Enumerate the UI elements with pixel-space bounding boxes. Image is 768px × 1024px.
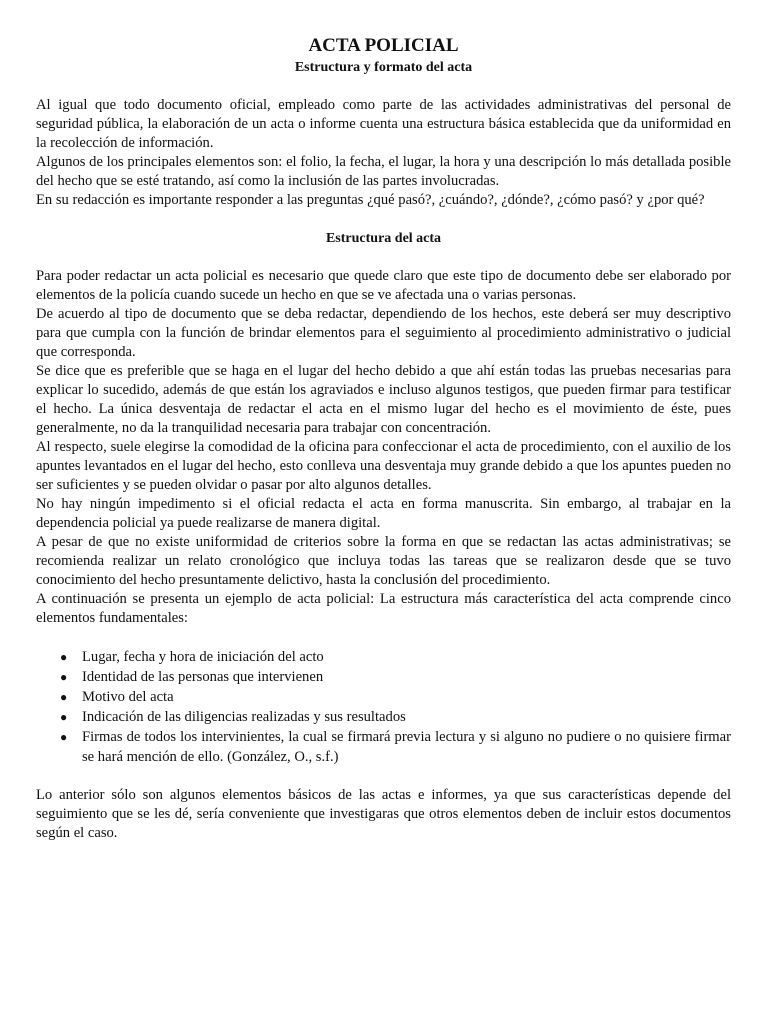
body-paragraph: A continuación se presenta un ejemplo de acta policial: La estructura más característica del acta comprende cinco elementos fundamentales: [36, 591, 731, 626]
body-paragraph: No hay ningún impedimento si el oficial redacta el acta en forma manuscrita. Sin embargo, al trabajar en la dependencia policial ya puede realizarse de manera digital. [36, 496, 731, 531]
section-heading: Estructura del acta [325, 231, 442, 246]
body-section [36, 267, 731, 628]
intro-section [36, 96, 731, 210]
intro-paragraph: Algunos de los principales elementos son: el folio, la fecha, el lugar, la hora y una descripción lo más detallada posible del hecho que se esté tratando, así como la inclusión de las partes involucradas. [36, 154, 731, 189]
bullet-icon: ● [60, 730, 68, 744]
body-paragraph: De acuerdo al tipo de documento que se deba redactar, dependiendo de los hechos, este deberá ser muy descriptivo para que cumpla con la función de brindar elementos para el seguimiento al procedimiento administrativo o judicial que corresponda. [36, 306, 731, 360]
intro-paragraph: Al igual que todo documento oficial, empleado como parte de las actividades administrativas del personal de seguridad pública, la elaboración de un acta o informe cuenta una estructura básica establecida que da uniformidad en la recolección de información. [36, 97, 731, 151]
body-paragraph: A pesar de que no existe uniformidad de criterios sobre la forma en que se redactan las actas administrativas; se recomienda realizar un relato cronológico que incluya todas las tareas que se realizaron desde que se tuvo conocimiento del hecho presuntamente delictivo, hasta la conclusión del procedimiento. [36, 534, 731, 588]
document-subtitle: Estructura y formato del acta [294, 60, 473, 75]
list-item [60, 727, 731, 767]
elements-list [36, 647, 731, 767]
list-item-text: Lugar, fecha y hora de iniciación del acto [82, 649, 324, 665]
closing-paragraph: Lo anterior sólo son algunos elementos básicos de las actas e informes, ya que sus características depende del seguimiento que se les dé, sería conveniente que investigaras que otros elementos deben de incluir estos documentos según el caso. [36, 787, 731, 841]
list-item [60, 647, 731, 667]
list-item-text: Identidad de las personas que intervienen [82, 669, 324, 685]
list-item-text: Indicación de las diligencias realizadas y sus resultados [82, 709, 406, 725]
list-item [60, 687, 731, 707]
intro-paragraph: En su redacción es importante responder a las preguntas ¿qué pasó?, ¿cuándo?, ¿dónde?, ¿cómo pasó? y ¿por qué? [36, 192, 705, 208]
list-item [60, 667, 731, 687]
bullet-icon: ● [60, 710, 68, 724]
body-paragraph: Al respecto, suele elegirse la comodidad de la oficina para confeccionar el acta de procedimiento, con el auxilio de los apuntes levantados en el lugar del hecho, esto conlleva una desventaja muy grande debido a que los apuntes pueden no ser suficientes y se pueden olvidar o pasar por alto algunos detalles. [36, 439, 731, 493]
bullet-icon: ● [60, 650, 68, 664]
bullet-icon: ● [60, 690, 68, 704]
list-item [60, 707, 731, 727]
list-item-text: Firmas de todos los intervinientes, la cual se firmará previa lectura y si alguno no pudiere o no quisiere firmar se hará mención de ello. (González, O., s.f.) [82, 729, 731, 765]
document-title: ACTA POLICIAL [308, 35, 459, 56]
body-paragraph: Se dice que es preferible que se haga en el lugar del hecho debido a que ahí están todas las pruebas necesarias para explicar lo sucedido, además de que están los agraviados e incluso algunos testigos, que pueden firmar para testificar el hecho. La única desventaja de redactar el acta en el mismo lugar del hecho es el movimiento de éste, pues generalmente, no da la tranquilidad necesaria para trabajar con concentración. [36, 363, 731, 436]
bullet-icon: ● [60, 670, 68, 684]
list-item-text: Motivo del acta [82, 689, 174, 705]
body-paragraph: Para poder redactar un acta policial es necesario que quede claro que este tipo de documento debe ser elaborado por elementos de la policía cuando sucede un hecho en que se ve afectada una o varias personas. [36, 268, 731, 303]
